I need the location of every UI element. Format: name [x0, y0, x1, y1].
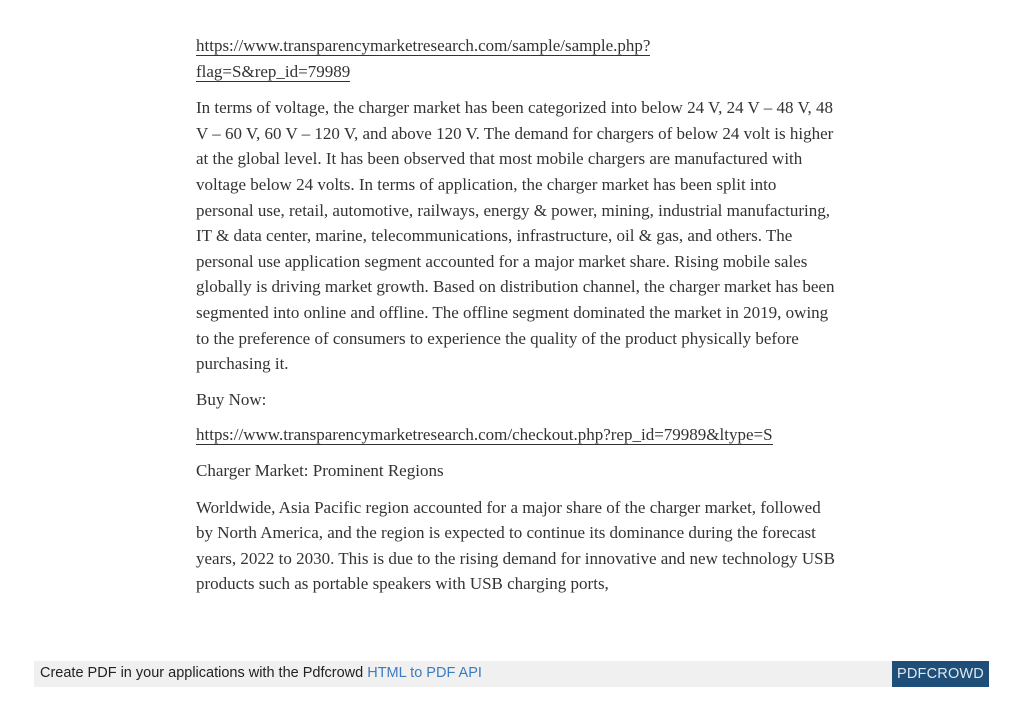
- sample-link-paragraph: [196, 33, 836, 84]
- sample-link-line1[interactable]: https://www.transparencymarketresearch.com/sample/sample.php?: [196, 36, 651, 55]
- pdfcrowd-footer: [34, 661, 989, 687]
- voltage-paragraph: In terms of voltage, the charger market has been categorized into below 24 V, 24 V – 48 V, 48 V – 60 V, 60 V – 120 V, and above 120 V. The demand for chargers of below 24 volt is higher at the global level. It has been observed that most mobile chargers are manufactured with voltage below 24 volts. In terms of application, the charger market has been split into personal use, retail, automotive, railways, energy & power, mining, industrial manufacturing, IT & data center, marine, telecommunications, infrastructure, oil & gas, and others. The personal use application segment accounted for a major market share. Rising mobile sales globally is driving market growth. Based on distribution channel, the charger market has been segmented into online and offline. The offline segment dominated the market in 2019, owing to the preference of consumers to experience the quality of the product physically before purchasing it.: [196, 98, 835, 374]
- checkout-link-paragraph: [196, 422, 836, 448]
- checkout-link[interactable]: https://www.transparencymarketresearch.com/checkout.php?rep_id=79989&ltype=S: [196, 425, 773, 445]
- document-body: [196, 33, 836, 597]
- regions-paragraph: Worldwide, Asia Pacific region accounted for a major share of the charger market, followed by North America, and the region is expected to continue its dominance during the forecast years, 2022 to 2030. This is due to the rising demand for innovative and new technology USB products such as portable speakers with USB charging ports,: [196, 497, 835, 594]
- html-to-pdf-api-link[interactable]: HTML to PDF API: [367, 665, 482, 681]
- section-heading: Charger Market: Prominent Regions: [196, 460, 444, 480]
- pdfcrowd-badge[interactable]: PDFCROWD: [892, 661, 989, 687]
- footer-caption: Create PDF in your applications with the Pdfcrowd: [40, 665, 368, 681]
- sample-link-line2[interactable]: flag=S&rep_id=79989: [196, 61, 351, 81]
- footer-text: [40, 665, 482, 681]
- buy-now-label: Buy Now:: [196, 389, 267, 409]
